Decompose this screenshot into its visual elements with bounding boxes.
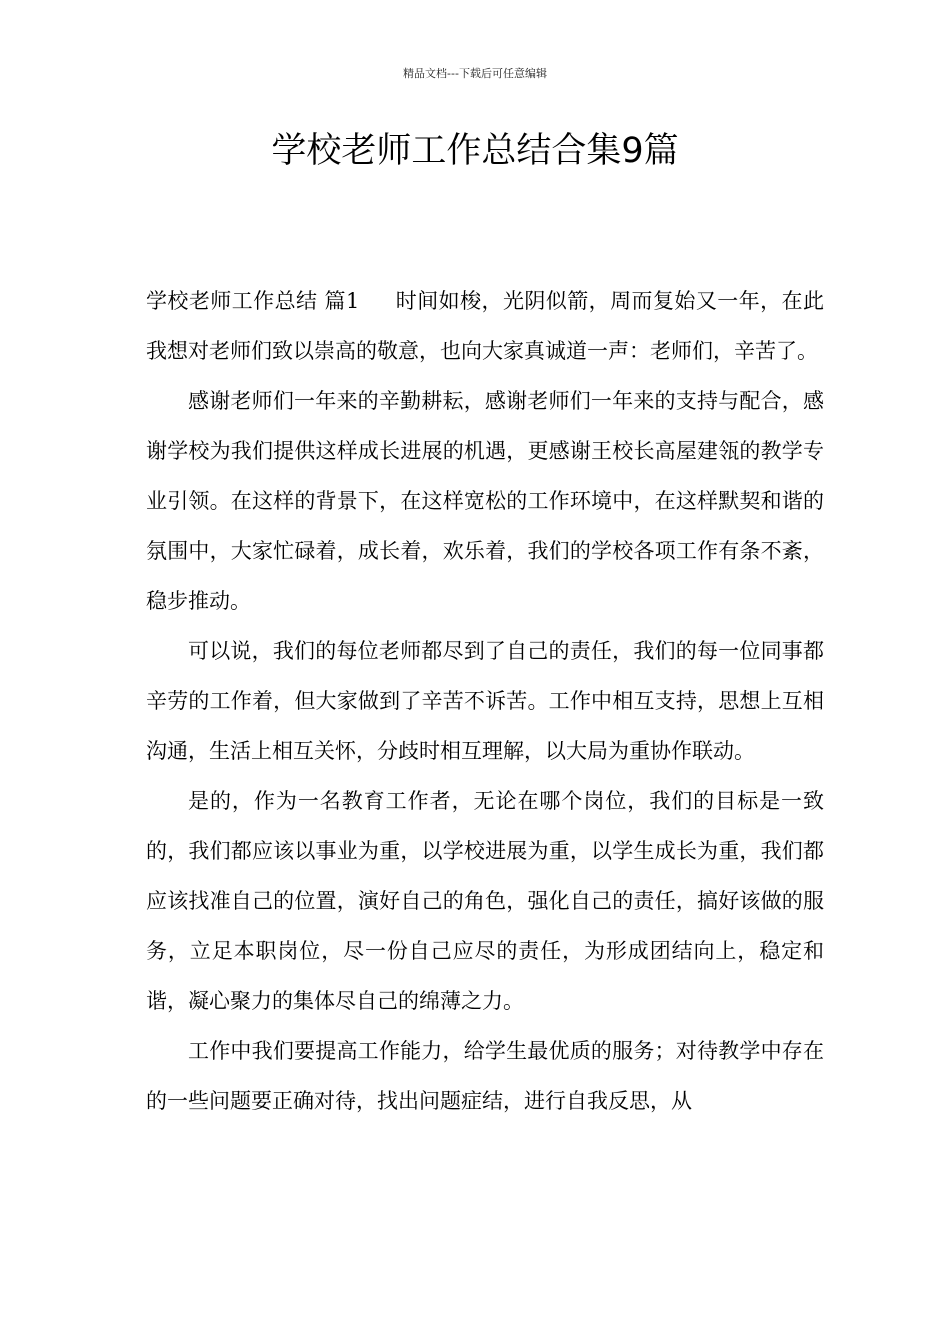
- paragraph-5: 工作中我们要提高工作能力，给学生最优质的服务；对待教学中存在的一些问题要正确对待，找出问题症结，进行自我反思，从: [146, 1039, 824, 1113]
- paragraph-2: 感谢老师们一年来的辛勤耕耘，感谢老师们一年来的支持与配合，感谢学校为我们提供这样成长进展的机遇，更感谢王校长高屋建瓴的教学专业引领。在这样的背景下，在这样宽松的工作环境中，在这样默契和谐的氛围中，大家忙碌着，成长着，欢乐着，我们的学校各项工作有条不紊，稳步推动。: [146, 389, 824, 613]
- document-title: 学校老师工作总结合集9篇: [271, 131, 679, 171]
- paragraph-3: 可以说，我们的每位老师都尽到了自己的责任，我们的每一位同事都辛劳的工作着，但大家做到了辛苦不诉苦。工作中相互支持，思想上互相沟通，生活上相互关怀，分歧时相互理解，以大局为重协作联动。: [146, 639, 824, 763]
- header-note: 精品文档---下载后可任意编辑: [403, 67, 547, 80]
- paragraph-1: [146, 276, 824, 376]
- paragraph-4: 是的，作为一名教育工作者，无论在哪个岗位，我们的目标是一致的，我们都应该以事业为重，以学校进展为重，以学生成长为重，我们都应该找准自己的位置，演好自己的角色，强化自己的责任，搞好该做的服务，立足本职岗位，尽一份自己应尽的责任，为形成团结向上，稳定和谐，凝心聚力的集体尽自己的绵薄之力。: [146, 789, 824, 1013]
- section-label: 学校老师工作总结 篇1: [146, 289, 360, 313]
- document-body: [146, 276, 824, 1126]
- paragraph-1-text: 时间如梭，光阴似箭，周而复始又一年，在此我想对老师们致以崇高的敬意，也向大家真诚道一声：老师们，辛苦了。: [146, 289, 824, 363]
